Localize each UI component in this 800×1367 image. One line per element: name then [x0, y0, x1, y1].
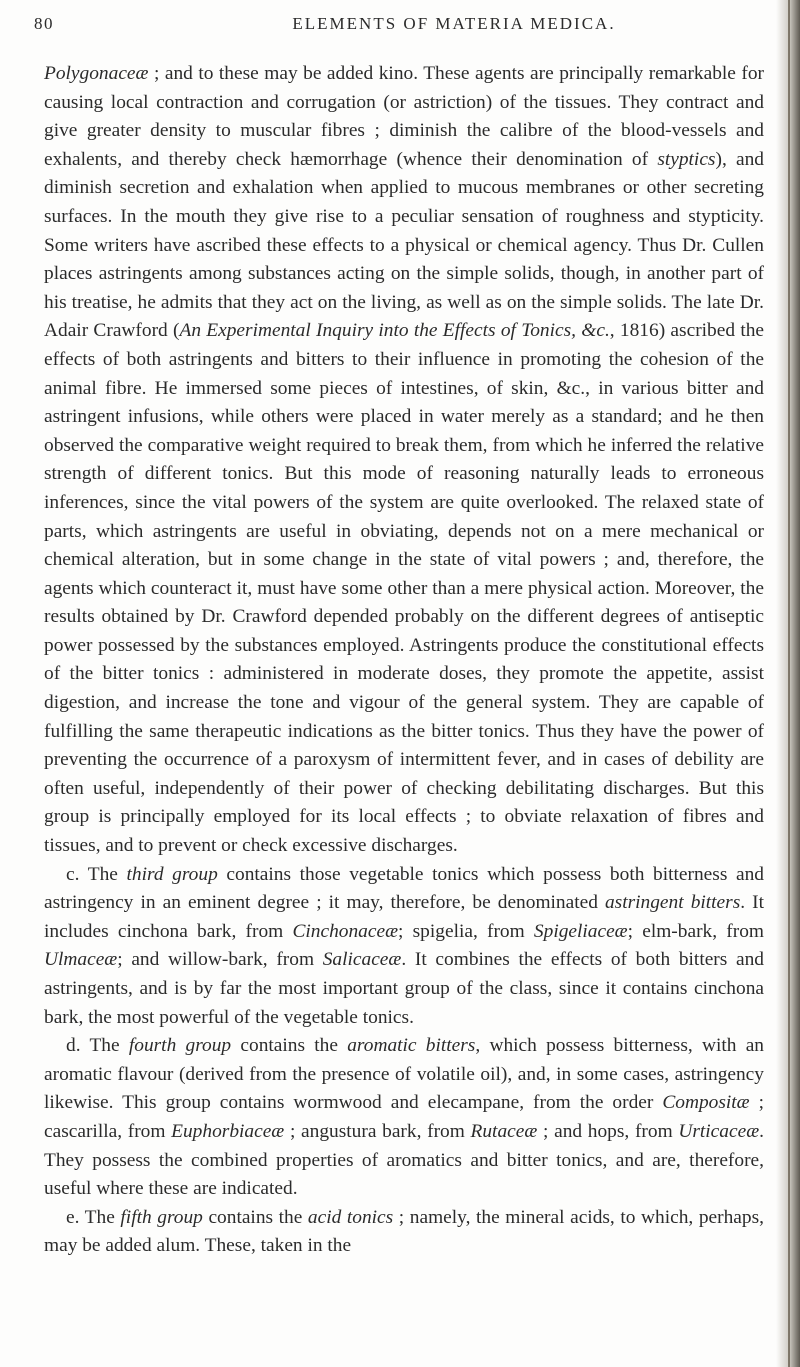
paragraph: [44, 60, 764, 861]
text-run: ; elm-bark, from: [627, 920, 764, 942]
italic-text: Salicaceæ: [322, 949, 402, 971]
italic-text: astringent bitters: [604, 892, 741, 914]
text-run: , which possess bitterness, with an aromatic flavour (derived from the presence of volatile oil), and, in some cases, astringency likewise. This group contains wormwood and elecampane, from the order: [44, 1035, 765, 1114]
text-run: contains the: [231, 1035, 348, 1057]
italic-text: fourth group: [128, 1035, 232, 1057]
italic-text: Spigeliaceæ: [533, 920, 628, 942]
paragraph: [44, 1032, 764, 1204]
italic-text: aromatic bitters: [347, 1035, 476, 1057]
paragraph: [44, 861, 764, 1033]
italic-text: Polygonaceæ: [44, 63, 149, 84]
text-run: ; and hops, from: [537, 1120, 679, 1142]
text-run: , 1816) ascribed the effects of both astringents and bitters to their influence in promoting the cohesion of the animal fibre. He immersed some pieces of intestines, of skin, &c., in various bitter and astringent infusions, while others were placed in water merely as a standard; and he then observed the comparative weight required to break them, from which he inferred the relative strength of different tonics. But this mode of reasoning naturally leads to erroneous inferences, since the vital powers of the system are quite overlooked. The relaxed state of parts, which astringents are useful in obviating, depends not on a mere mechanical or chemical alteration, but in some change in the state of vital powers ; and, therefore, the agents which counteract it, must have some other than a mere physical action. Moreover, the results obtained by Dr. Crawford depended probably on the different degrees of antiseptic power possessed by the substances employed. Astringents produce the constitutional effects of the bitter tonics : administered in moderate doses, they promote the appetite, assist digestion, and increase the tone and vigour of the general system. They are capable of fulfilling the same therapeutic indications as the bitter tonics. Thus they have the power of preventing the occurrence of a paroxysm of intermittent fever, and in cases of debility are often useful, independently of their power of checking debilitating discharges. But this group is principally employed for its local effects ; to obviate relaxation of fibres and tissues, and to prevent or check excessive discharges.: [44, 320, 765, 857]
text-run: c. The: [66, 863, 127, 885]
text-run: . It combines the effects of both bitters and astringents, and is by far the most important group of the class, since it contains cinchona bark, the most powerful of the vegetable tonics.: [44, 949, 765, 1028]
text-run: . They possess the combined properties of aromatics and bitter tonics, and are, therefore, useful where these are indicated.: [44, 1120, 764, 1200]
text-run: contains those vegetable tonics which possess both bitterness and astringency in an eminent degree ; it may, therefore, be denominated: [44, 863, 764, 914]
body-text: [44, 60, 764, 1261]
page-number: 80: [34, 14, 54, 33]
text-run: d. The: [66, 1035, 129, 1057]
italic-text: Urticaceæ: [678, 1120, 760, 1142]
text-run: ; and to these may be added kino. These agents are principally remarkable for causing local contraction and corrugation (or astriction) of the tissues. They contract and give greater density to muscular fibres ; diminish the calibre of the blood-vessels and exhalents, and thereby check hæmorrhage (whence their denomination of: [44, 63, 764, 170]
running-head: ELEMENTS OF MATERIA MEDICA.: [292, 14, 616, 33]
italic-text: Ulmaceæ: [44, 949, 118, 971]
italic-text: Rutaceæ: [470, 1120, 538, 1142]
italic-text: acid tonics: [307, 1206, 394, 1228]
italic-text: Cinchonaceæ: [292, 920, 399, 942]
text-run: ; namely, the mineral acids, to which, perhaps, may be added alum. These, taken in the: [44, 1206, 764, 1257]
text-run: ), and diminish secretion and exhalation when applied to mucous membranes or other secreting surfaces. In the mouth they give rise to a peculiar sensation of roughness and stypticity. Some writers have ascribed these effects to a physical or chemical agency. Thus Dr. Cullen places astringents among substances acting on the simple solids, though, in another part of his treatise, he admits that they act on the living, as well as on the simple solids. The late Dr. Adair Crawford (: [44, 148, 765, 342]
italic-text: Euphorbiaceæ: [171, 1120, 285, 1142]
italic-text: An Experimental Inquiry into the Effects of Tonics, &c.: [179, 320, 610, 342]
paragraph: [44, 1204, 764, 1261]
text-run: ; cascarilla, from: [44, 1092, 764, 1142]
italic-text: fifth group: [120, 1206, 203, 1228]
page-header: [34, 14, 760, 40]
page-gutter-edge: [788, 0, 790, 1367]
italic-text: Compositæ: [662, 1092, 750, 1114]
italic-text: third group: [126, 863, 218, 885]
text-run: contains the: [202, 1206, 308, 1228]
text-run: . It includes cinchona bark, from: [44, 892, 765, 942]
text-run: ; and willow-bark, from: [117, 949, 323, 971]
italic-text: styptics: [657, 148, 716, 170]
text-run: ; spigelia, from: [398, 920, 534, 942]
text-run: ; angustura bark, from: [284, 1120, 471, 1142]
text-run: e. The: [66, 1206, 121, 1228]
